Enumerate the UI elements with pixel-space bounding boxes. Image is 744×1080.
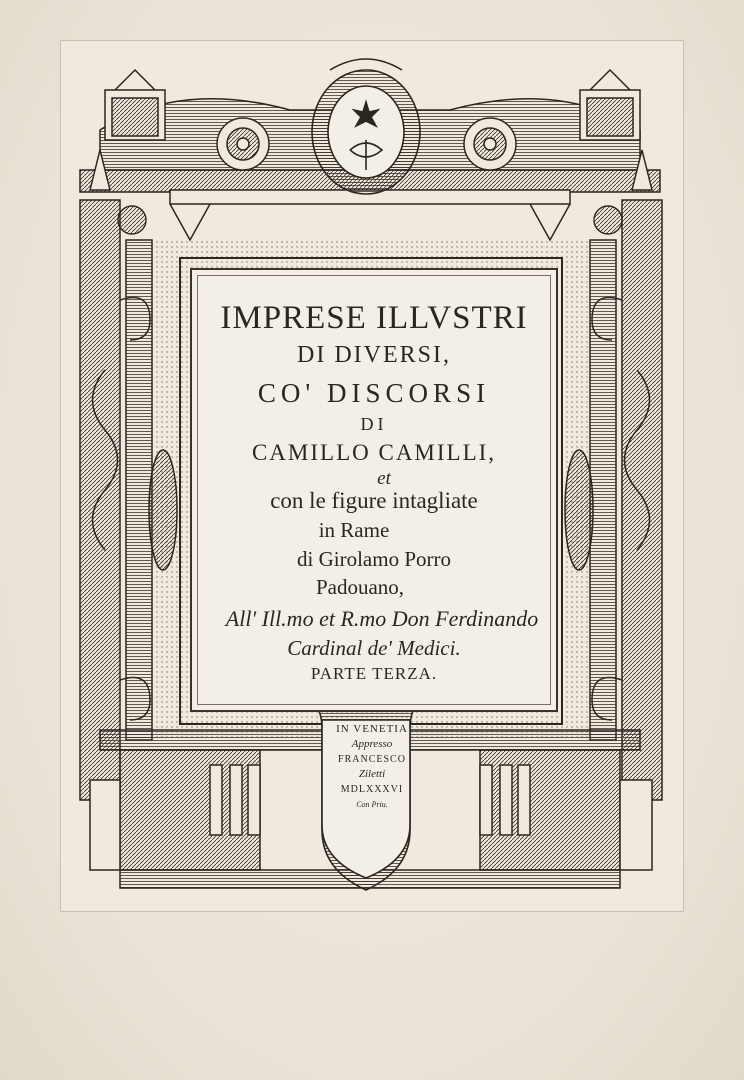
title-line-4: DI	[360, 414, 388, 434]
rosette-left-icon	[217, 118, 269, 170]
finial-spheres	[118, 206, 622, 234]
title-line-1: IMPRESE ILLVSTRI	[220, 300, 528, 336]
imprint-year: MDLXXXVI	[340, 784, 404, 795]
author-name: CAMILLO CAMILLI,	[251, 440, 497, 465]
imprint-printer-first: FRANCESCO	[338, 754, 406, 765]
title-line-3: CO' DISCORSI	[257, 378, 491, 408]
title-panel	[190, 268, 558, 712]
imprint-block	[320, 722, 424, 812]
imprint-appresso: Appresso	[351, 738, 393, 750]
imprint-privilege: Con Priu.	[356, 800, 388, 809]
dedication-line-1: All' Ill.mo et R.mo Don Ferdinando	[225, 606, 539, 631]
conjunction: et	[377, 468, 391, 489]
imprint-place: IN VENETIA	[336, 723, 408, 735]
engraver-origin: Padouano,	[315, 575, 405, 599]
imprint-printer-last: Ziletti	[358, 768, 386, 780]
dedication-line-2: Cardinal de' Medici.	[287, 636, 461, 660]
title-line-2: DI DIVERSI,	[297, 342, 451, 368]
part-label: PARTE TERZA.	[310, 664, 438, 683]
emblem-cartouche-icon	[312, 59, 420, 194]
rosette-right-icon	[464, 118, 516, 170]
engraver-line: di Girolamo Porro	[297, 547, 451, 571]
material-line: in Rame	[318, 518, 390, 542]
figures-line: con le figure intagliate	[270, 488, 478, 513]
